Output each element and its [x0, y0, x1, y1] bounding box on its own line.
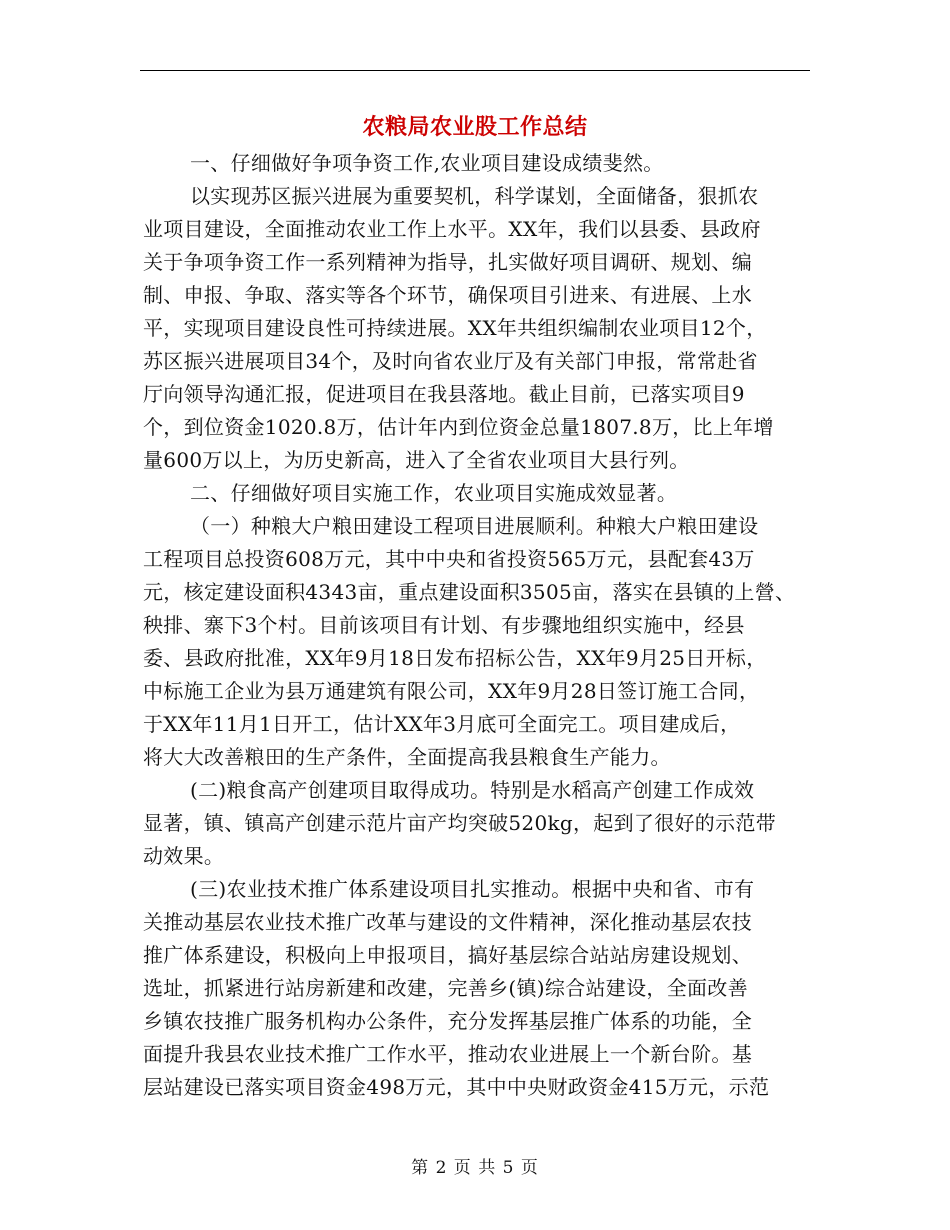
text-line: 个，到位资金1020.8万，估计年内到位资金总量1807.8万，比上年增	[143, 415, 774, 439]
page-number: 第 2 页 共 5 页	[411, 1158, 539, 1178]
text-line: 层站建设已落实项目资金498万元，其中中央财政资金415万元，示范	[143, 1075, 770, 1099]
text-line: 秧排、寨下3个村。目前该项目有计划、有步骤地组织实施中，经县	[143, 613, 745, 637]
text-line: 推广体系建设，积极向上申报项目，搞好基层综合站站房建设规划、	[143, 943, 752, 967]
text-line: 于XX年11月1日开工，估计XX年3月底可全面完工。项目建成后，	[143, 712, 741, 736]
text-line: 量600万以上，为历史新高，进入了全省农业项目大县行列。	[143, 448, 690, 472]
text-line: 显著，镇、镇高产创建示范片亩产均突破520kg，起到了很好的示范带	[143, 811, 776, 835]
text-line: (二)粮食高产创建项目取得成功。特别是水稻高产创建工作成效	[190, 778, 755, 802]
text-line: 平，实现项目建设良性可持续进展。XX年共组织编制农业项目12个，	[143, 316, 767, 340]
text-line: 面提升我县农业技术推广工作水平，推动农业进展上一个新台阶。基	[143, 1042, 752, 1066]
text-line: 以实现苏区振兴进展为重要契机，科学谋划，全面储备，狠抓农	[190, 184, 759, 208]
text-line: 一、仔细做好争项争资工作,农业项目建设成绩斐然。	[190, 151, 664, 175]
text-line: 关于争项争资工作一系列精神为指导，扎实做好项目调研、规划、编	[143, 250, 752, 274]
header-rule	[140, 70, 810, 71]
text-line: 制、申报、争取、落实等各个环节，确保项目引进来、有进展、上水	[143, 283, 752, 307]
text-line: 业项目建设，全面推动农业工作上水平。XX年，我们以县委、县政府	[143, 217, 761, 241]
text-line: 厅向领导沟通汇报，促进项目在我县落地。截止目前，已落实项目9	[143, 382, 745, 406]
text-line: 二、仔细做好项目实施工作，农业项目实施成效显著。	[190, 481, 678, 505]
text-line: 委、县政府批准，XX年9月18日发布招标公告，XX年9月25日开标，	[143, 646, 767, 670]
text-line: 选址，抓紧进行站房新建和改建，完善乡(镇)综合站建设，全面改善	[143, 976, 748, 1000]
text-line: 苏区振兴进展项目34个，及时向省农业厅及有关部门申报，常常赴省	[143, 349, 758, 373]
page-title: 农粮局农业股工作总结	[362, 115, 588, 140]
text-line: 将大大改善粮田的生产条件，全面提高我县粮食生产能力。	[143, 745, 671, 769]
text-line: 工程项目总投资608万元，其中中央和省投资565万元，县配套43万	[143, 547, 755, 571]
text-line: 中标施工企业为县万通建筑有限公司，XX年9月28日签订施工合同，	[143, 679, 760, 703]
text-line: 乡镇农技推广服务机构办公条件，充分发挥基层推广体系的功能，全	[143, 1009, 752, 1033]
text-line: 关推动基层农业技术推广改革与建设的文件精神，深化推动基层农技	[143, 910, 752, 934]
text-line: 元，核定建设面积4343亩，重点建设面积3505亩，落实在县镇的上營、	[143, 580, 796, 604]
text-line: (三)农业技术推广体系建设项目扎实推动。根据中央和省、市有	[190, 877, 755, 901]
text-line: 动效果。	[143, 844, 225, 868]
text-line: （一）种粮大户粮田建设工程项目进展顺利。种粮大户粮田建设	[190, 514, 759, 538]
